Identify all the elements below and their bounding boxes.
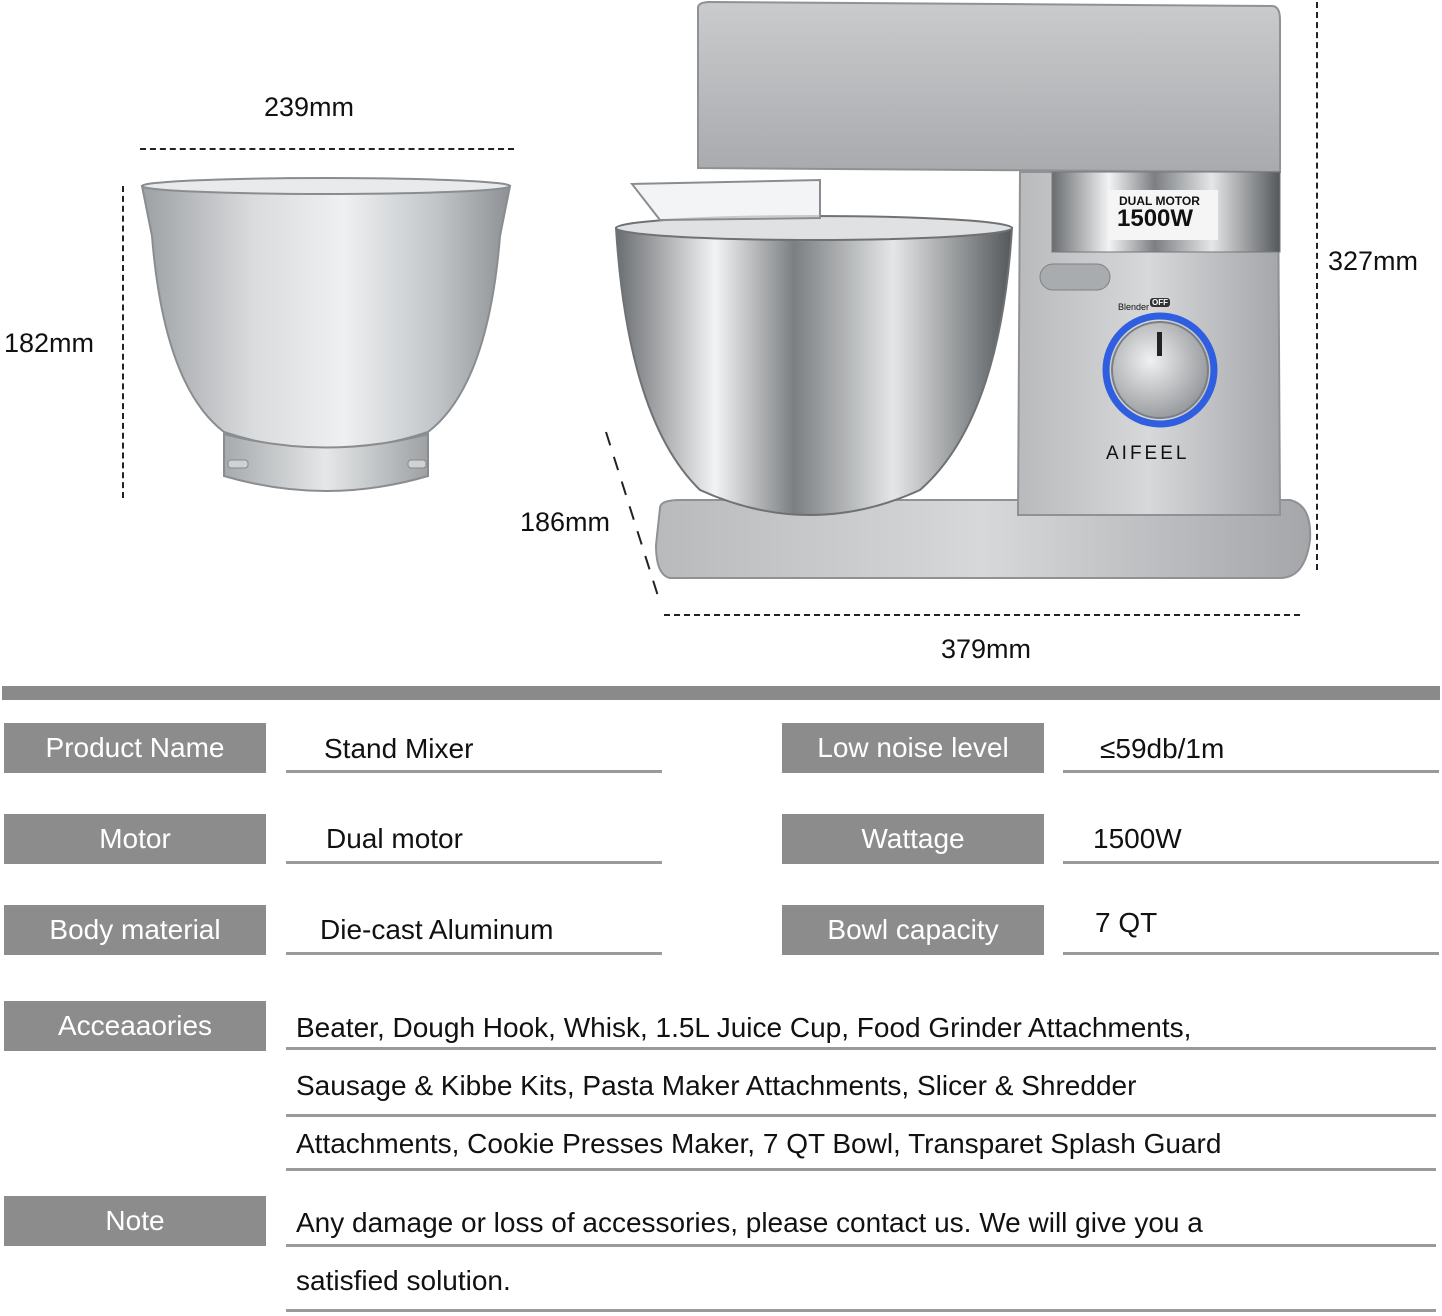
accessories-line-3: Attachments, Cookie Presses Maker, 7 QT Bowl, Transparet Splash Guard (296, 1128, 1222, 1159)
mixer-depth-label: 186mm (520, 507, 611, 537)
spec-value-bowl-capacity: 7 QT (1095, 907, 1158, 938)
spec-underline (286, 770, 662, 773)
spec-label-product-name: Product Name (4, 723, 266, 773)
badge-top-text: DUAL MOTOR (1119, 194, 1200, 208)
accessories-line-2: Sausage & Kibbe Kits, Pasta Maker Attachments, Slicer & Shredder (296, 1070, 1137, 1101)
spec-label-noise: Low noise level (782, 723, 1044, 773)
spec-label-note: Note (4, 1196, 266, 1246)
mixer-height-dashline (1316, 2, 1318, 570)
spec-value-body-material: Die-cast Aluminum (320, 914, 554, 945)
badge-main-text: 1500W (1117, 205, 1194, 232)
section-divider (2, 686, 1440, 700)
bowl-height-dashline (122, 186, 124, 498)
dial-blender-text: Blender (1118, 302, 1150, 312)
stand-mixer-image (600, 0, 1316, 586)
mixer-height-label: 327mm (1328, 246, 1419, 276)
spec-value-motor: Dual motor (326, 823, 463, 854)
spec-underline (1063, 770, 1439, 773)
mixer-width-label: 379mm (941, 634, 1032, 664)
spec-underline (286, 1309, 1436, 1312)
spec-value-product-name: Stand Mixer (324, 733, 474, 764)
spec-label-bowl-capacity: Bowl capacity (782, 905, 1044, 955)
spec-label-motor: Motor (4, 814, 266, 864)
spec-underline (1063, 952, 1439, 955)
mixer-width-dashline (664, 614, 1300, 616)
spec-label-wattage: Wattage (782, 814, 1044, 864)
accessories-line-1: Beater, Dough Hook, Whisk, 1.5L Juice Cup, Food Grinder Attachments, (296, 1012, 1192, 1043)
spec-underline (1063, 861, 1439, 864)
note-line-1: Any damage or loss of accessories, please contact us. We will give you a (296, 1207, 1203, 1238)
spec-label-body-material: Body material (4, 905, 266, 955)
mixing-bowl-image (138, 176, 514, 506)
bowl-width-label: 239mm (264, 92, 355, 122)
bowl-height-label: 182mm (4, 328, 95, 358)
spec-underline (286, 1114, 1436, 1117)
spec-underline (286, 861, 662, 864)
spec-underline (286, 1244, 1436, 1247)
spec-value-wattage: 1500W (1093, 823, 1182, 854)
spec-underline (286, 1168, 1436, 1171)
note-line-2: satisfied solution. (296, 1265, 511, 1296)
spec-label-accessories: Acceaaories (4, 1001, 266, 1051)
spec-value-noise: ≤59db/1m (1100, 733, 1225, 764)
spec-underline (286, 1047, 1436, 1050)
bowl-width-dashline (140, 148, 514, 150)
dial-off-text: OFF (1152, 298, 1168, 307)
mixer-depth-dashline (600, 430, 664, 600)
brand-logo-text: AIFEEL (1106, 443, 1190, 464)
spec-underline (286, 952, 662, 955)
